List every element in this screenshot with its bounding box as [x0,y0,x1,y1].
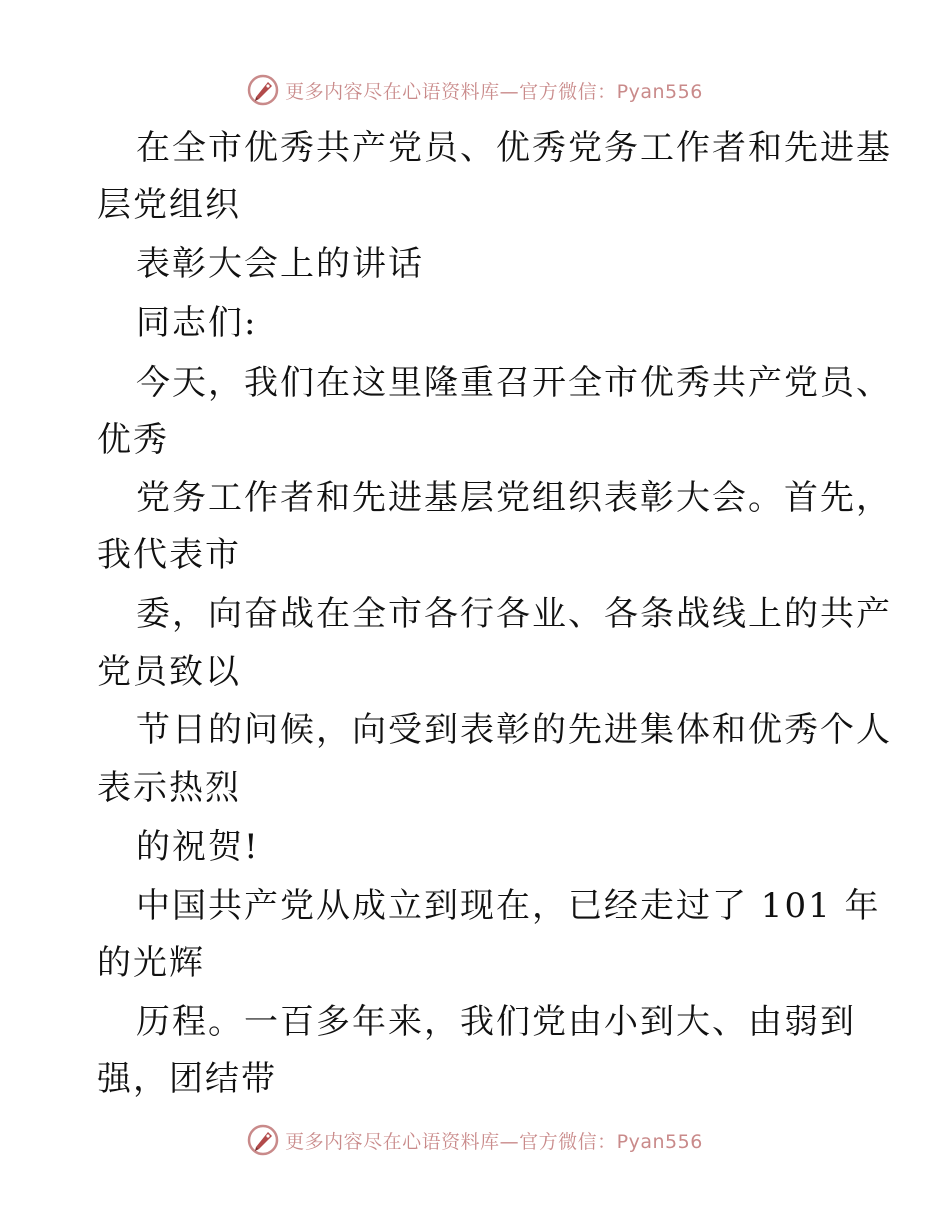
watermark-text: 更多内容尽在心语资料库—官方微信：Pyan556 [285,1130,703,1153]
body-line: 优秀 [97,420,169,460]
body-line: 表示热烈 [97,768,241,808]
document-title-line: 表彰大会上的讲话 [136,244,424,284]
body-line: 党务工作者和先进基层党组织表彰大会。首先， [136,478,892,518]
body-line: 在全市优秀共产党员、优秀党务工作者和先进基 [136,128,892,168]
body-line: 的祝贺! [136,827,260,867]
pen-nib-logo-icon [247,1124,279,1156]
body-line: 节日的问候，向受到表彰的先进集体和优秀个人 [136,710,892,750]
salutation: 同志们: [136,303,258,343]
body-line: 委，向奋战在全市各行各业、各条战线上的共产 [136,594,892,634]
body-line: 强，团结带 [97,1059,277,1099]
header-watermark [0,70,950,110]
body-line: 层党组织 [97,185,241,225]
body-line: 党员致以 [97,652,241,692]
body-line: 历程。一百多年来，我们党由小到大、由弱到 [136,1002,856,1042]
footer-watermark [0,1120,950,1160]
body-line: 中国共产党从成立到现在，已经走过了 101 年 [136,886,881,926]
pen-nib-logo-icon [247,74,279,106]
body-line: 我代表市 [97,535,241,575]
body-line: 今天，我们在这里隆重召开全市优秀共产党员、 [136,363,892,403]
body-line: 的光辉 [97,943,205,983]
watermark-text: 更多内容尽在心语资料库—官方微信：Pyan556 [285,80,703,103]
